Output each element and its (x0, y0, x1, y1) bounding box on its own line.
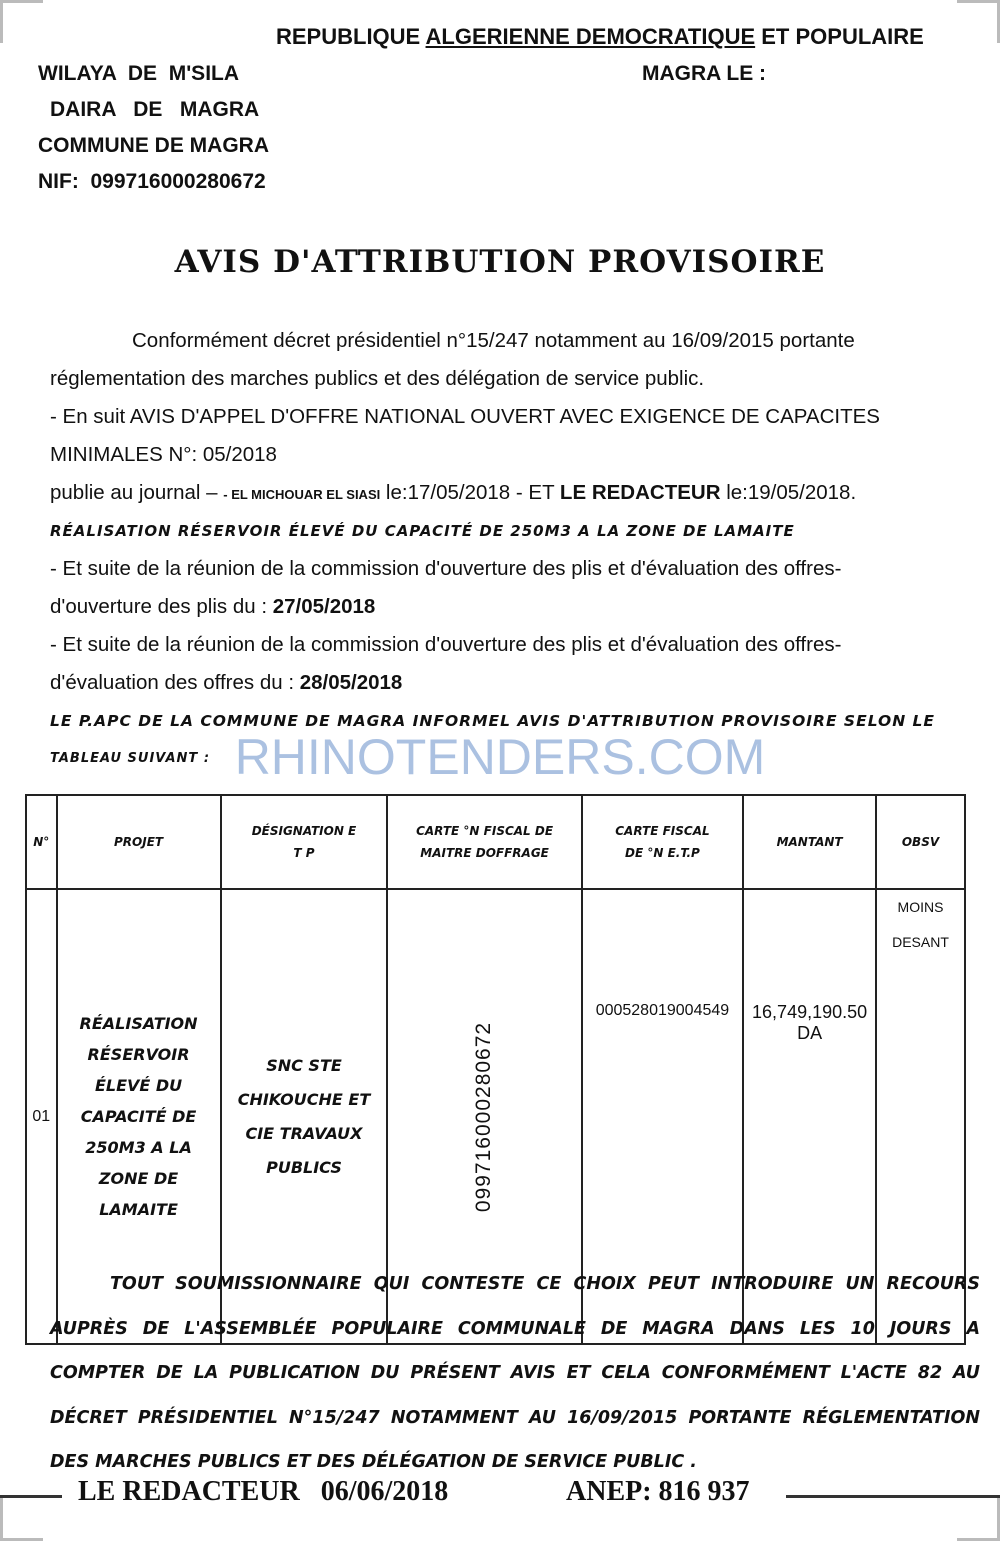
recourse-paragraph (50, 1262, 980, 1485)
row-num: 01 (26, 889, 57, 1344)
republic-pre: REPUBLIQUE (276, 24, 426, 49)
row-projet: RÉALISATION RÉSERVOIR ÉLEVÉ DU CAPACITÉ DE 250M3 A LA ZONE DE LAMAITE (57, 889, 221, 1344)
row-montant: 16,749,190.50 DA (743, 889, 876, 1344)
row-carte-etp: 000528019004549 (582, 889, 744, 1344)
corner-ornament-top-left (0, 0, 43, 43)
body-line-10 (50, 664, 970, 702)
body-line-2: réglementation des marches publics et des délégation de service public. (50, 367, 705, 390)
table-header-row (26, 795, 965, 889)
notice-body (50, 322, 970, 778)
body-line-3: - En suit AVIS D'APPEL D'OFFRE NATIONAL OUVERT AVEC EXIGENCE DE CAPACITES (50, 405, 880, 428)
journal-date: le:17/05/2018 - ET (380, 481, 560, 504)
republic-underlined: ALGERIENNE DEMOCRATIQUE (425, 24, 756, 49)
document-title: AVIS D'ATTRIBUTION PROVISOIRE (174, 244, 826, 280)
header-carte-maitre: CARTE °N FISCAL DE MAITRE DOFFRAGE (387, 795, 581, 889)
daira-label: DAIRA DE MAGRA (50, 98, 260, 121)
body-line-1: Conformément décret présidentiel n°15/247 notamment au 16/09/2015 portante (132, 329, 855, 352)
body-line-5 (50, 474, 970, 512)
wilaya-label: WILAYA DE M'SILA (38, 62, 240, 85)
body-line-7: - Et suite de la réunion de la commission d'ouverture des plis et d'évaluation des offres- (50, 557, 842, 580)
row-obsv: MOINS DESANT (876, 889, 965, 1344)
watermark: RHINOTENDERS.COM (234, 729, 766, 785)
redacteur-signature: LE REDACTEUR 06/06/2018 (78, 1476, 449, 1507)
redacteur-date: le:19/05/2018. (720, 481, 857, 504)
divider-right (786, 1495, 1000, 1498)
magra-date-label: MAGRA LE : (642, 62, 767, 85)
recourse-text: TOUT SOUMISSIONNAIRE QUI CONTESTE CE CHOIX PEUT INTRODUIRE UN RECOURS AUPRÈS DE L'ASSEMBLÉE POPULAIRE COMMUNALE DE MAGRA DANS LES 10 JOURS A COMPTER DE LA PUBLICATION DU PRÉSENT AVIS ET CELA CONFORMÉMENT L'ACTE 82 AU DÉCRET PRÉSIDENTIEL N°15/247 NOTAMMENT AU 16/09/2015 PORTANTE RÉGLEMENTATION DES MARCHES PUBLICS ET DES DÉLÉGATION DE SERVICE PUBLIC . (50, 1274, 980, 1472)
header-montant: MANTANT (743, 795, 876, 889)
body-line-4: MINIMALES N°: 05/2018 (50, 443, 277, 466)
row-designation: SNC STE CHIKOUCHE ET CIE TRAVAUX PUBLICS (221, 889, 388, 1344)
ouverture-date: 27/05/2018 (272, 595, 376, 618)
body-line-6: RÉALISATION RÉSERVOIR ÉLEVÉ DU CAPACITÉ DE 250M3 A LA ZONE DE LAMAITE (50, 522, 795, 540)
row-carte-maitre: 099716000280672 (472, 1021, 496, 1212)
journal-name: - EL MICHOUAR EL SIASI (223, 487, 381, 502)
corner-ornament-top-right (957, 0, 1000, 43)
header-designation: DÉSIGNATION E T P (221, 795, 388, 889)
body-line-12: TABLEAU SUIVANT : (50, 751, 211, 766)
body-line-11: LE P.APC DE LA COMMUNE DE MAGRA INFORMEL AVIS D'ATTRIBUTION PROVISOIRE SELON LE (50, 712, 936, 730)
journal-prefix: publie au journal – (50, 481, 224, 504)
redacteur-name: LE REDACTEUR (559, 481, 721, 504)
republic-post: ET POPULAIRE (755, 24, 924, 49)
body-line-8 (50, 588, 970, 626)
body-line-9: - Et suite de la réunion de la commission d'ouverture des plis et d'évaluation des offres- (50, 633, 842, 656)
header-obsv: OBSV (876, 795, 965, 889)
header-num: N° (26, 795, 57, 889)
anep-reference: ANEP: 816 937 (566, 1476, 750, 1507)
evaluation-date: 28/05/2018 (299, 671, 403, 694)
ouverture-label: d'ouverture des plis du : (50, 595, 273, 618)
republic-heading (276, 24, 924, 50)
commune-label: COMMUNE DE MAGRA (38, 134, 269, 157)
corner-ornament-bottom-right (957, 1498, 1000, 1541)
corner-ornament-bottom-left (0, 1498, 43, 1541)
header-carte-etp: CARTE FISCAL DE °N E.T.P (582, 795, 744, 889)
nif-label: NIF: 099716000280672 (38, 170, 266, 193)
header-projet: PROJET (57, 795, 221, 889)
evaluation-label: d'évaluation des offres du : (50, 671, 300, 694)
divider-left (0, 1495, 62, 1498)
